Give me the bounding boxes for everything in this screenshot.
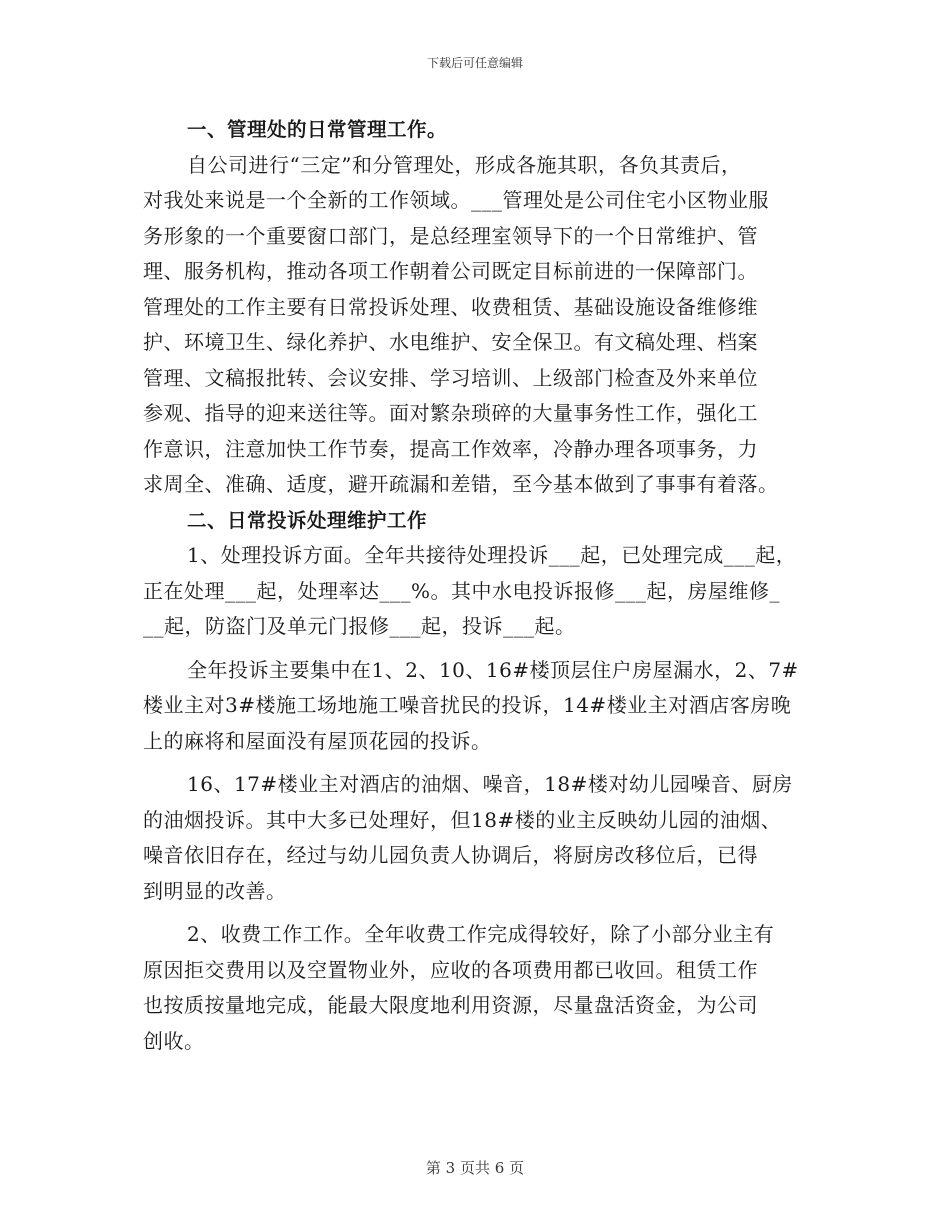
text-line: 也按质按量地完成，能最大限度地利用资源，尽量盘活资金，为公司	[143, 993, 758, 1017]
text-line: 全年投诉主要集中在1、2、10、16#楼顶层住户房屋漏水，2、7#	[187, 657, 799, 682]
text-line: 务形象的一个重要窗口部门，是总经理室领导下的一个日常维护、管	[143, 223, 758, 248]
text-line: 原因拒交费用以及空置物业外，应收的各项费用都已收回。租赁工作	[143, 957, 758, 982]
text-line: 楼业主对3#楼施工场地施工噪音扰民的投诉，14#楼业主对酒店客房晚	[143, 693, 792, 717]
text-line: 管理、文稿报批转、会议安排、学习培训、上级部门检查及外来单位	[143, 365, 758, 390]
text-line: 上的麻将和屋面没有屋顶花园的投诉。	[143, 728, 492, 753]
text-line: 自公司进行“三定”和分管理处，形成各施其职，各负其责后，	[187, 152, 742, 177]
text-line: 到明显的改善。	[143, 878, 287, 903]
page-number: 第 3 页共 6 页	[425, 1159, 525, 1177]
text-line: 作意识，注意加快工作节奏，提高工作效率，冷静办理各项事务，力	[143, 436, 758, 461]
paragraph-gap	[143, 909, 823, 917]
page-header: 下载后可任意编辑	[426, 56, 523, 70]
text-line: 噪音依旧存在，经过与幼儿园负责人协调后，将厨房改移位后，已得	[143, 843, 758, 867]
section-heading: 一、管理处的日常管理工作。	[187, 118, 448, 141]
text-line: 正在处理___起，处理率达___%。其中水电投诉报修___起，房屋维修_	[143, 578, 781, 603]
text-line: 创收。	[143, 1028, 205, 1053]
text-line: __起，防盗门及单元门报修___起，投诉___起。	[143, 614, 576, 638]
text-line: 管理处的工作主要有日常投诉处理、收费租赁、基础设施设备维修维	[143, 294, 758, 319]
text-line: 参观、指导的迎来送往等。面对繁杂琐碎的大量事务性工作，强化工	[143, 401, 758, 425]
text-line: 1、处理投诉方面。全年共接待处理投诉___起，已处理完成___起，	[187, 543, 797, 567]
text-line: 对我处来说是一个全新的工作领域。___管理处是公司住宅小区物业服	[143, 188, 769, 212]
document-body	[143, 112, 823, 1059]
text-line: 16、17#楼业主对酒店的油烟、噪音，18#楼对幼儿园噪音、厨房	[187, 772, 793, 796]
text-line: 2、收费工作工作。全年收费工作完成得较好，除了小部分业主有	[187, 922, 775, 946]
text-line: 护、环境卫生、绿化养护、水电维护、安全保卫。有文稿处理、档案	[143, 330, 758, 354]
paragraph-gap	[143, 645, 823, 653]
section-heading: 二、日常投诉处理维护工作	[187, 508, 428, 532]
text-line: 理、服务机构，推动各项工作朝着公司既定目标前进的一保障部门。	[143, 259, 758, 283]
paragraph-gap	[143, 759, 823, 767]
text-line: 求周全、准确、适度，避开疏漏和差错，至今基本做到了事事有着落。	[143, 472, 779, 496]
text-line: 的油烟投诉。其中大多已处理好，但18#楼的业主反映幼儿园的油烟、	[143, 807, 782, 832]
